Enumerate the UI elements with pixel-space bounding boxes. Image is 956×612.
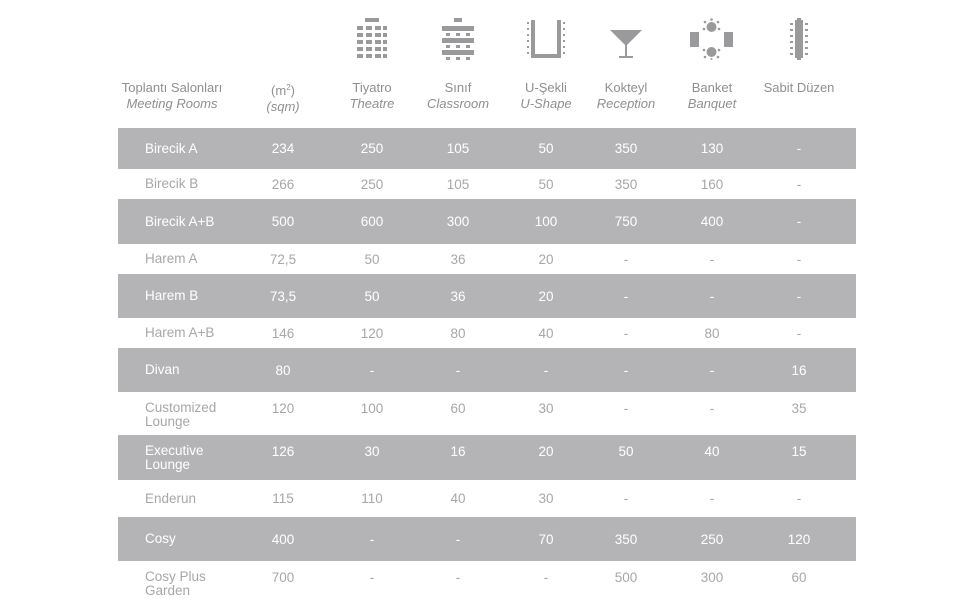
- cell-banquet: -: [709, 288, 715, 304]
- table-row: [118, 244, 856, 274]
- table-row: [118, 392, 856, 435]
- header-theatre-en: Theatre: [349, 96, 395, 111]
- cell-banquet: -: [709, 251, 715, 267]
- table-row: [118, 561, 856, 606]
- cell-theatre: 50: [364, 288, 380, 304]
- cell-ushape: 100: [534, 214, 558, 229]
- cell-theatre: -: [369, 531, 375, 547]
- cell-theatre: 250: [360, 176, 384, 192]
- cell-classroom: 300: [446, 214, 470, 229]
- header-banquet-tr: Banket: [691, 80, 733, 95]
- cell-fixed: -: [796, 251, 802, 267]
- header-classroom-en: Classroom: [426, 96, 490, 111]
- table-row: [118, 128, 856, 169]
- cell-reception: -: [623, 362, 629, 378]
- cell-name: Enderun: [145, 490, 197, 506]
- table-row: [118, 199, 856, 244]
- table-row: [118, 318, 856, 348]
- cell-ushape: 20: [538, 444, 554, 459]
- cell-classroom: 105: [446, 176, 470, 192]
- cell-ushape: -: [543, 570, 549, 585]
- header-rooms: [118, 14, 226, 128]
- cell-banquet: 250: [700, 531, 724, 547]
- header-classroom: [418, 14, 498, 128]
- cell-classroom: 36: [450, 251, 466, 267]
- cell-theatre: 100: [360, 401, 384, 416]
- boardroom-icon: [787, 18, 811, 60]
- cell-classroom: 60: [450, 401, 466, 416]
- cell-fixed: 16: [791, 362, 807, 378]
- cell-reception: 350: [614, 531, 638, 547]
- cell-area: 500: [271, 214, 295, 229]
- cell-ushape: 20: [538, 288, 554, 304]
- header-ushape-tr: U-Şekli: [525, 80, 567, 95]
- cell-area: 115: [272, 491, 294, 506]
- header-area-tr: $(m^2)$: [271, 83, 295, 98]
- header-rooms-tr: Toplantı Salonları: [121, 80, 223, 95]
- cell-area: 266: [271, 176, 295, 192]
- header-fixed-tr: Sabit Düzen: [763, 80, 835, 95]
- classroom-icon: [440, 18, 476, 60]
- cell-theatre: 110: [361, 491, 383, 506]
- cell-fixed: 60: [791, 570, 807, 585]
- cell-banquet: -: [709, 362, 715, 378]
- header-area: [248, 14, 318, 128]
- header-area-en: (sqm): [266, 99, 300, 114]
- cell-banquet: 40: [704, 444, 720, 459]
- cell-classroom: -: [455, 531, 461, 547]
- cell-name: Cosy: [145, 531, 176, 546]
- header-rooms-en: Meeting Rooms: [126, 96, 218, 111]
- table-row: [118, 169, 856, 199]
- cell-theatre: 30: [364, 444, 380, 459]
- cell-fixed: -: [796, 176, 802, 192]
- header-ushape: [506, 14, 586, 128]
- header-banquet-en: Banquet: [687, 96, 737, 111]
- cell-fixed: 15: [791, 444, 807, 459]
- cell-name: Customized Lounge: [145, 400, 217, 429]
- cell-banquet: 400: [700, 214, 724, 229]
- cell-ushape: 30: [538, 491, 554, 506]
- cell-theatre: 600: [360, 214, 384, 229]
- cell-reception: 500: [614, 570, 638, 585]
- header-reception: [586, 14, 666, 128]
- cell-banquet: -: [709, 401, 715, 416]
- cell-classroom: -: [455, 570, 461, 585]
- cell-area: 146: [271, 325, 295, 341]
- cell-name: Birecik A+B: [145, 213, 215, 229]
- cell-reception: 50: [618, 444, 634, 459]
- cell-area: 400: [271, 531, 295, 547]
- cell-fixed: -: [796, 288, 802, 304]
- header-classroom-tr: Sınıf: [444, 80, 472, 95]
- cell-area: 126: [271, 444, 295, 459]
- cell-name: Divan: [145, 362, 180, 377]
- cell-classroom: 80: [450, 325, 466, 341]
- cell-fixed: 35: [791, 401, 807, 416]
- header-theatre-tr: Tiyatro: [352, 80, 392, 95]
- cell-banquet: 300: [700, 570, 724, 585]
- cell-reception: -: [623, 288, 629, 304]
- cell-area: 80: [275, 362, 291, 378]
- cell-theatre: 50: [364, 251, 380, 267]
- cell-classroom: -: [455, 362, 461, 378]
- table-row: [118, 348, 856, 392]
- cell-ushape: -: [543, 362, 549, 378]
- cell-name: Harem A+B: [145, 325, 215, 340]
- cell-fixed: -: [796, 491, 802, 506]
- cell-ushape: 50: [538, 141, 554, 156]
- header-reception-tr: Kokteyl: [604, 80, 648, 95]
- cell-name: Harem A: [145, 251, 198, 266]
- table-header: [118, 14, 856, 128]
- cell-banquet: -: [709, 491, 715, 506]
- cell-name: Harem B: [145, 288, 199, 303]
- cell-fixed: -: [796, 325, 802, 341]
- cell-area: 72,5: [269, 251, 297, 267]
- cell-banquet: 160: [700, 176, 724, 192]
- cell-reception: -: [623, 491, 629, 506]
- cell-reception: -: [623, 325, 629, 341]
- cell-area: 120: [271, 401, 295, 416]
- cell-name: Birecik B: [145, 176, 199, 191]
- cell-theatre: -: [369, 362, 375, 378]
- table-row: [118, 517, 856, 561]
- header-fixed: [754, 14, 844, 128]
- cell-reception: 350: [614, 141, 638, 156]
- banquet-icon: [690, 18, 734, 60]
- cell-name: Cosy Plus Garden: [145, 569, 206, 598]
- cell-area: 73,5: [269, 288, 297, 304]
- cell-fixed: -: [796, 141, 802, 156]
- cell-area: 234: [271, 141, 295, 156]
- cell-name: Executive Lounge: [145, 443, 204, 472]
- header-ushape-en: U-Shape: [520, 96, 572, 111]
- cell-classroom: 16: [450, 444, 466, 459]
- u-shape-icon: [527, 18, 565, 60]
- cell-theatre: -: [369, 570, 375, 585]
- cell-theatre: 250: [360, 141, 384, 156]
- cell-fixed: -: [796, 214, 802, 229]
- cell-name: Birecik A: [145, 140, 198, 156]
- cell-reception: -: [623, 251, 629, 267]
- cell-fixed: 120: [787, 531, 811, 547]
- theatre-icon: [355, 18, 389, 60]
- cell-ushape: 20: [538, 251, 554, 267]
- table-row: [118, 480, 856, 517]
- header-banquet: [674, 14, 750, 128]
- cell-reception: -: [623, 401, 629, 416]
- cell-classroom: 36: [450, 288, 466, 304]
- cell-theatre: 120: [360, 325, 384, 341]
- cell-reception: 350: [614, 176, 638, 192]
- cell-banquet: 130: [700, 141, 724, 156]
- cell-ushape: 70: [538, 531, 554, 547]
- header-theatre: [332, 14, 412, 128]
- header-reception-en: Reception: [596, 96, 656, 111]
- cocktail-glass-icon: [609, 18, 643, 60]
- table-row: [118, 435, 856, 480]
- cell-area: 700: [271, 570, 295, 585]
- cell-ushape: 50: [538, 176, 554, 192]
- cell-classroom: 105: [446, 141, 470, 156]
- cell-reception: 750: [614, 214, 638, 229]
- cell-banquet: 80: [704, 325, 720, 341]
- table-row: [118, 274, 856, 318]
- cell-classroom: 40: [450, 491, 466, 506]
- cell-ushape: 40: [538, 325, 554, 341]
- cell-ushape: 30: [538, 401, 554, 416]
- meeting-rooms-table: [118, 128, 856, 606]
